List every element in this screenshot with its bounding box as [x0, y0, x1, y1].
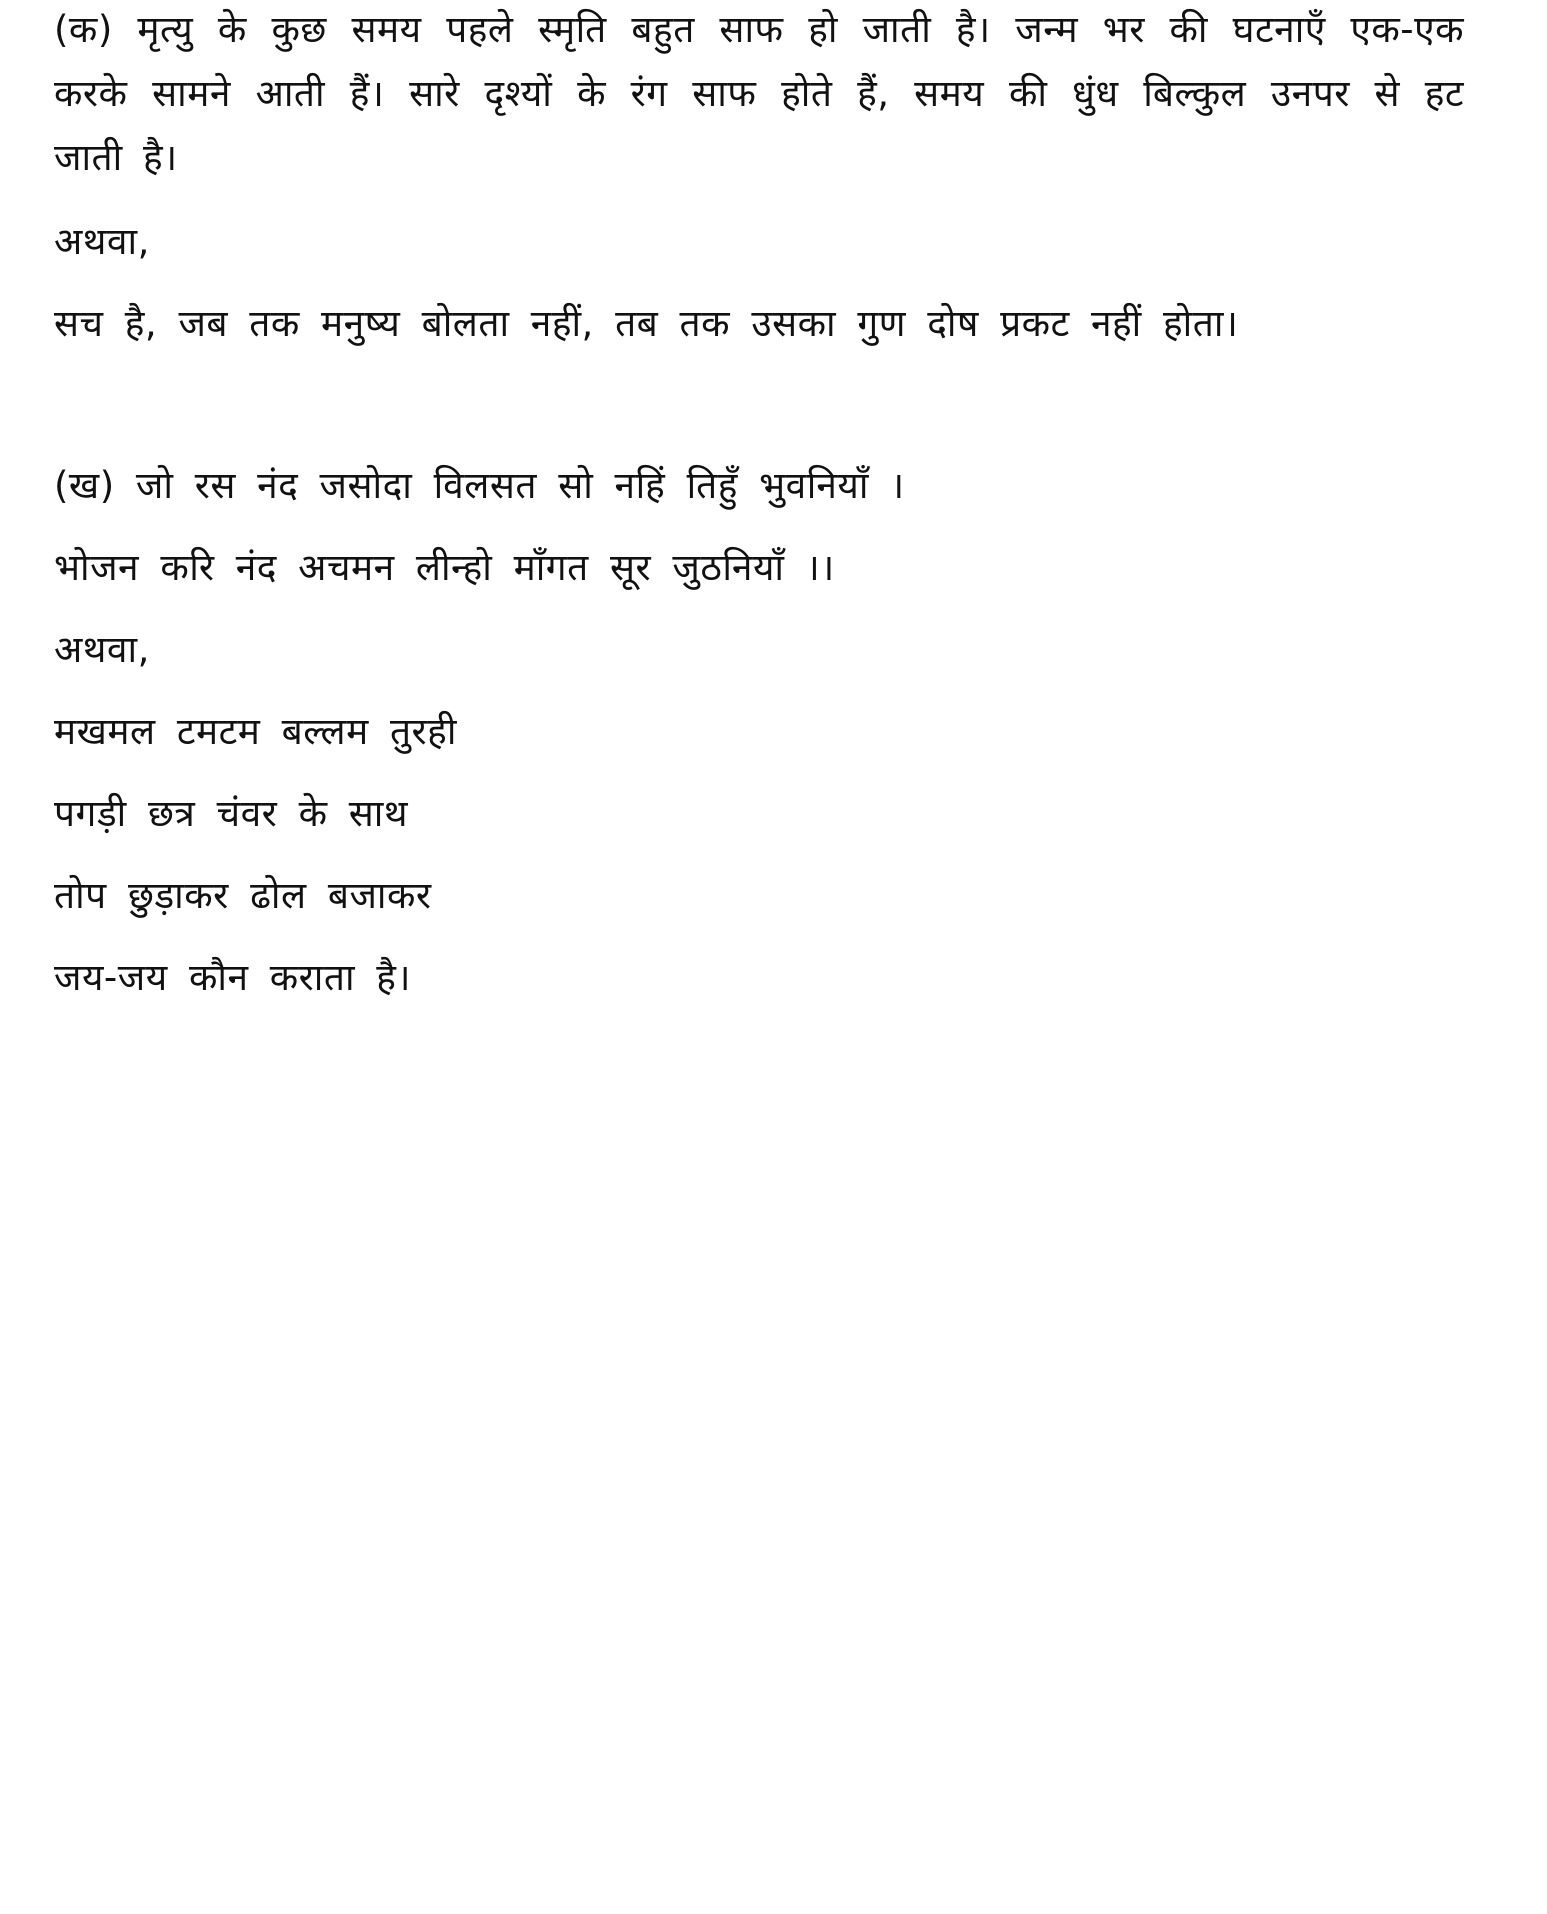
section-b-verse-line-1: (ख) जो रस नंद जसोदा विलसत सो नहिं तिहुँ भुवनियाँ ।	[54, 464, 905, 507]
alt-verse-line-4: जय-जय कौन कराता है।	[54, 956, 411, 999]
alt-verse-line-3: तोप छुड़ाकर ढोल बजाकर	[54, 874, 432, 917]
section-b-or-label: अथवा,	[54, 628, 150, 671]
alt-verse-line-1: मखमल टमटम बल्लम तुरही	[54, 710, 457, 753]
section-b-verse-line-2: भोजन करि नंद अचमन लीन्हो माँगत सूर जुठनियाँ ।।	[54, 546, 835, 589]
alt-verse-line-2: पगड़ी छत्र चंवर के साथ	[54, 792, 408, 835]
section-a-prose: (क) मृत्यु के कुछ समय पहले स्मृति बहुत साफ हो जाती है। जन्म भर की घटनाएँ एक-एक करके सामने आती हैं। सारे दृश्यों के रंग साफ होते हैं, समय की धुंध बिल्कुल उनपर से हट जाती है।	[54, 8, 1464, 179]
section-a-alt-prose: सच है, जब तक मनुष्य बोलता नहीं, तब तक उसका गुण दोष प्रकट नहीं होता।	[54, 302, 1239, 345]
section-a-or-label: अथवा,	[54, 220, 150, 263]
